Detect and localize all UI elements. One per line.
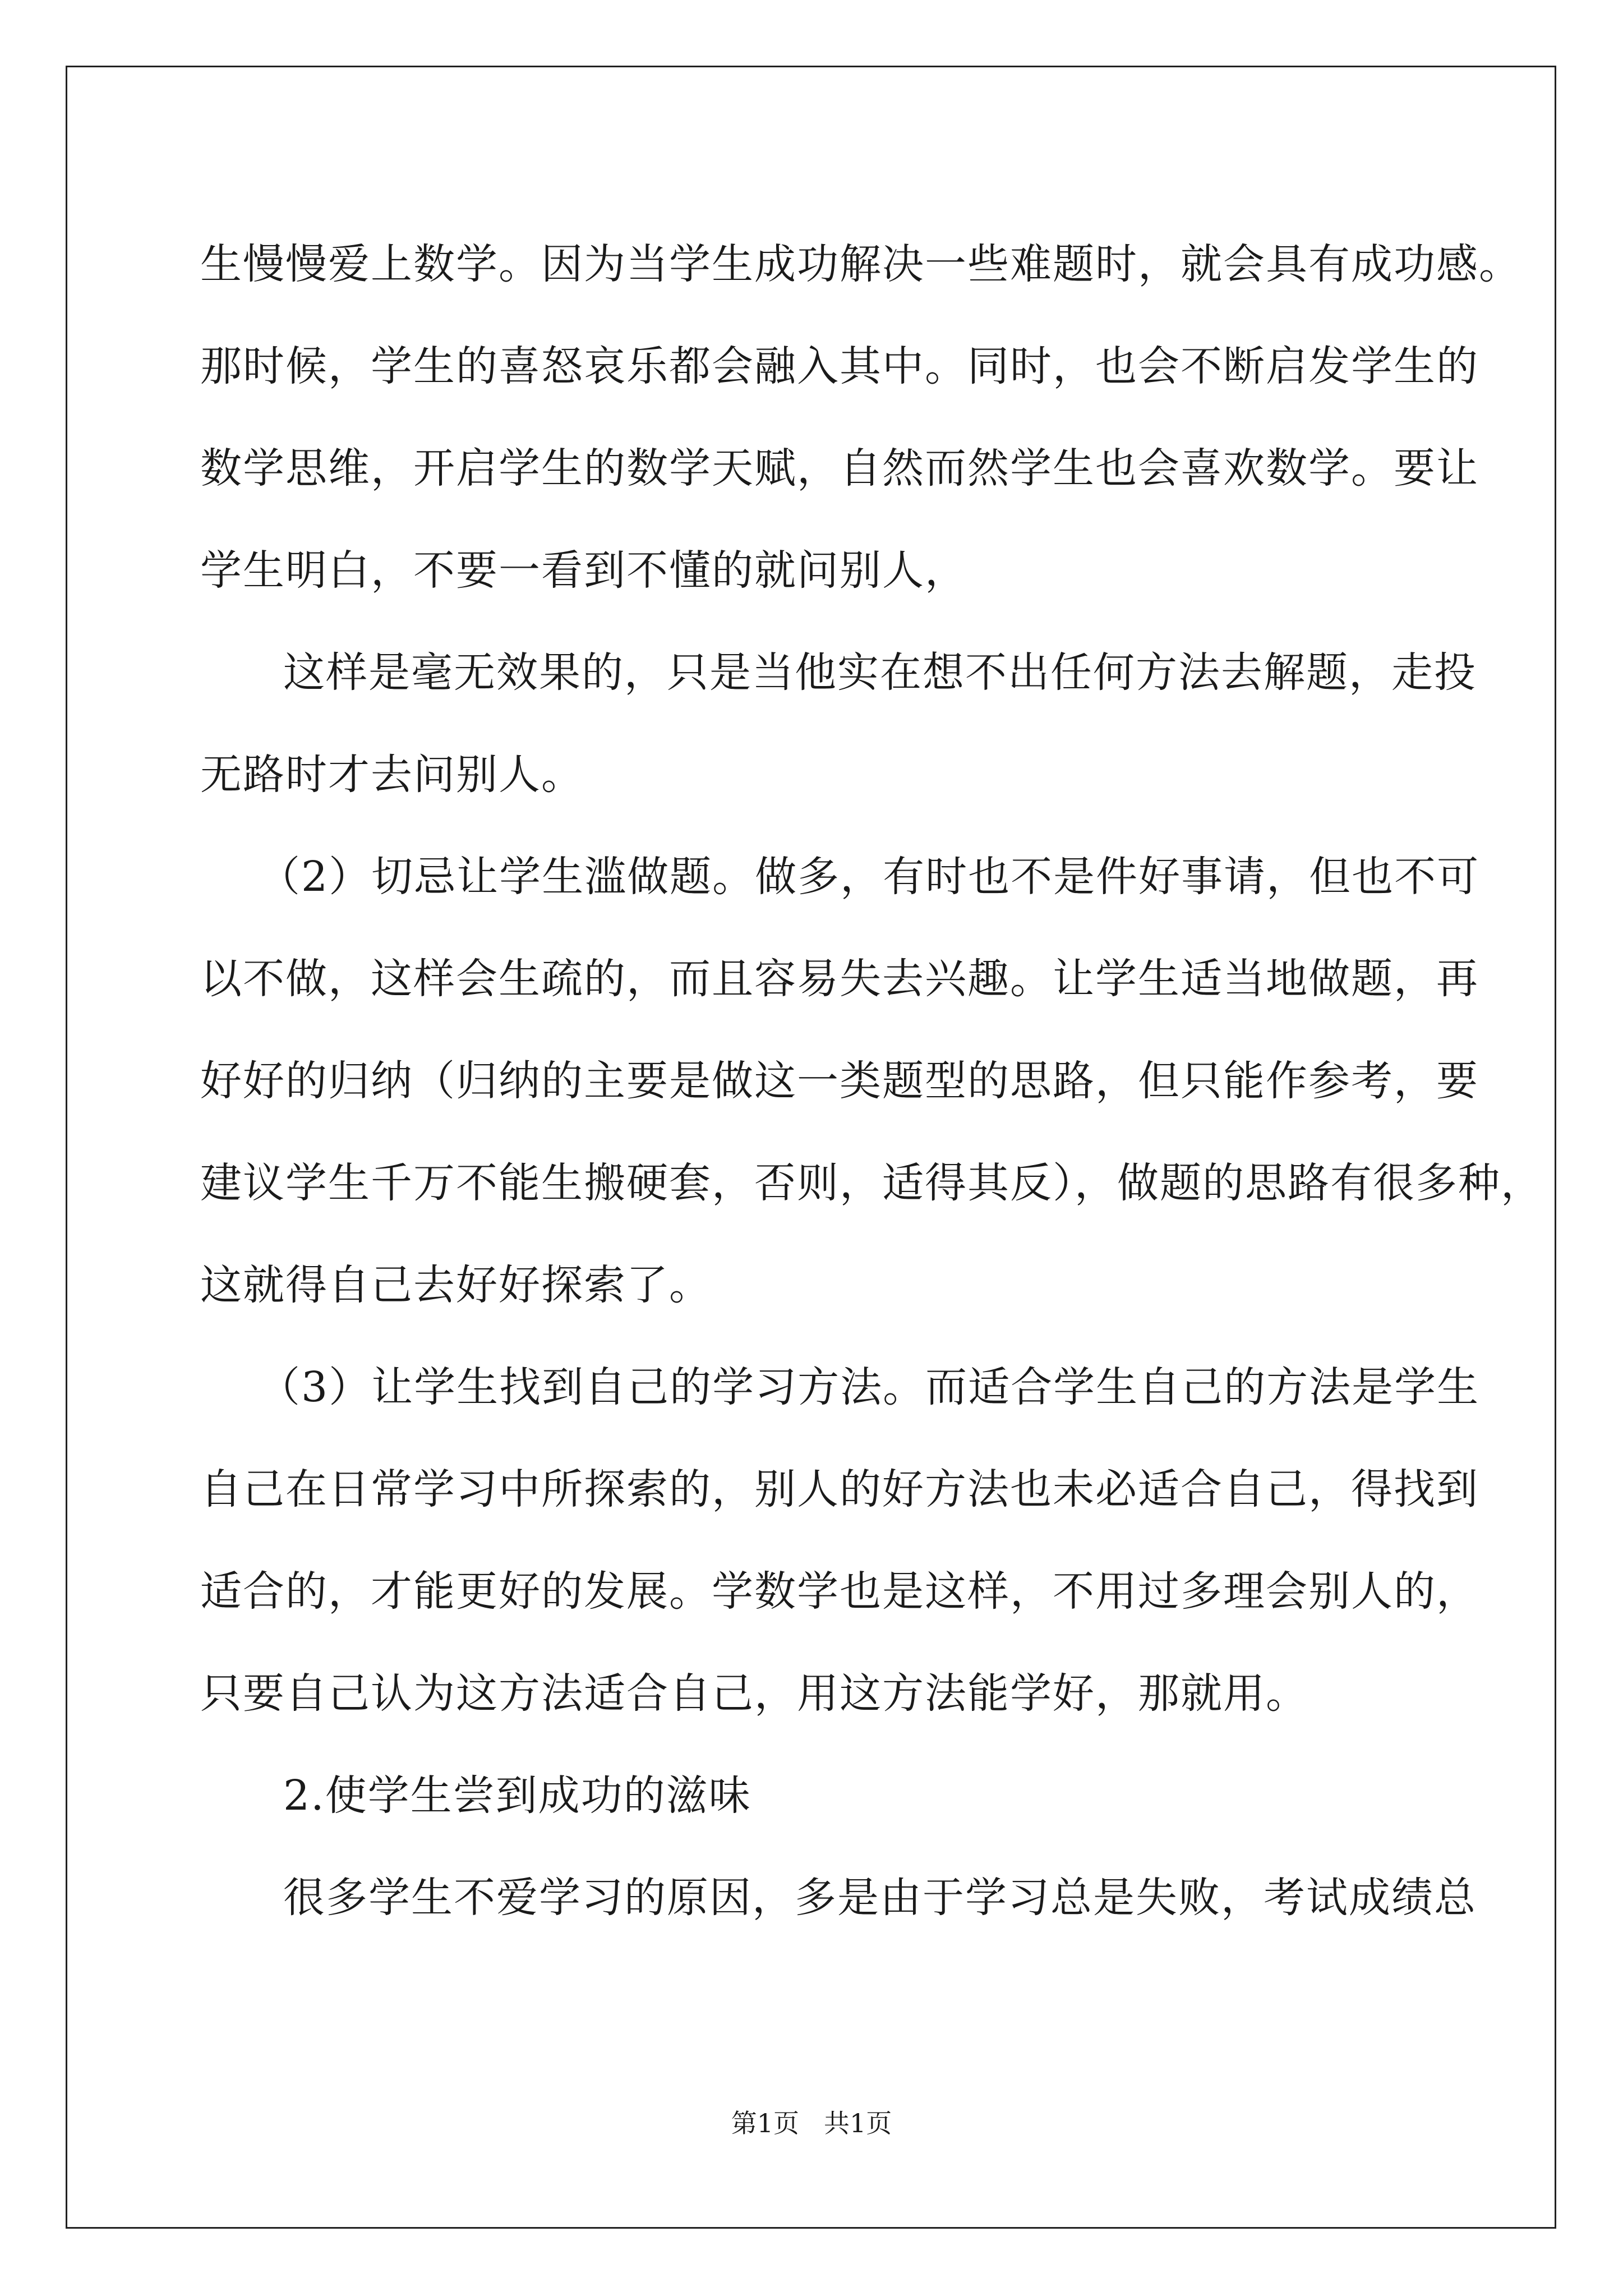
text-line: 无路时才去问别人。 [200,751,584,799]
text-line: 这样是毫无效果的，只是当他实在想不出任何方法去解题，走投 [283,648,1477,697]
text-line: 数学思维，开启学生的数学天赋，自然而然学生也会喜欢数学。要让 [200,444,1479,493]
text-line: 以不做，这样会生疏的，而且容易失去兴趣。让学生适当地做题，再 [200,955,1479,1003]
page-total: 共1页 [824,2108,892,2138]
text-line: 自己在日常学习中所探索的，别人的好方法也未必适合自己，得找到 [200,1465,1479,1513]
text-line: 很多学生不爱学习的原因，多是由于学习总是失败，考试成绩总 [283,1874,1477,1922]
text-line: （2）切忌让学生滥做题。做多，有时也不是件好事请，但也不可 [259,853,1480,901]
section-heading: 2.使学生尝到成功的滋味 [283,1772,751,1820]
text-line: 适合的，才能更好的发展。学数学也是这样，不用过多理会别人的， [200,1567,1479,1616]
document-body [200,213,1543,1949]
text-line: 这就得自己去好好探索了。 [200,1261,712,1309]
text-line: 那时候，学生的喜怒哀乐都会融入其中。同时，也会不断启发学生的 [200,342,1479,390]
page-number: 第1页 [731,2108,799,2138]
text-line: 只要自己认为这方法适合自己，用这方法能学好，那就用。 [200,1669,1308,1718]
text-line: 建议学生千万不能生搬硬套，否则，适得其反），做题的思路有很多种， [200,1159,1543,1207]
text-line: （3）让学生找到自己的学习方法。而适合学生自己的方法是学生 [259,1363,1480,1411]
text-line: 学生明白，不要一看到不懂的就问别人， [200,546,967,595]
text-line: 好好的归纳（归纳的主要是做这一类题型的思路，但只能作参考，要 [200,1057,1479,1105]
page-footer [0,2106,1623,2140]
text-line: 生慢慢爱上数学。因为当学生成功解决一些难题时，就会具有成功感。 [200,240,1521,288]
